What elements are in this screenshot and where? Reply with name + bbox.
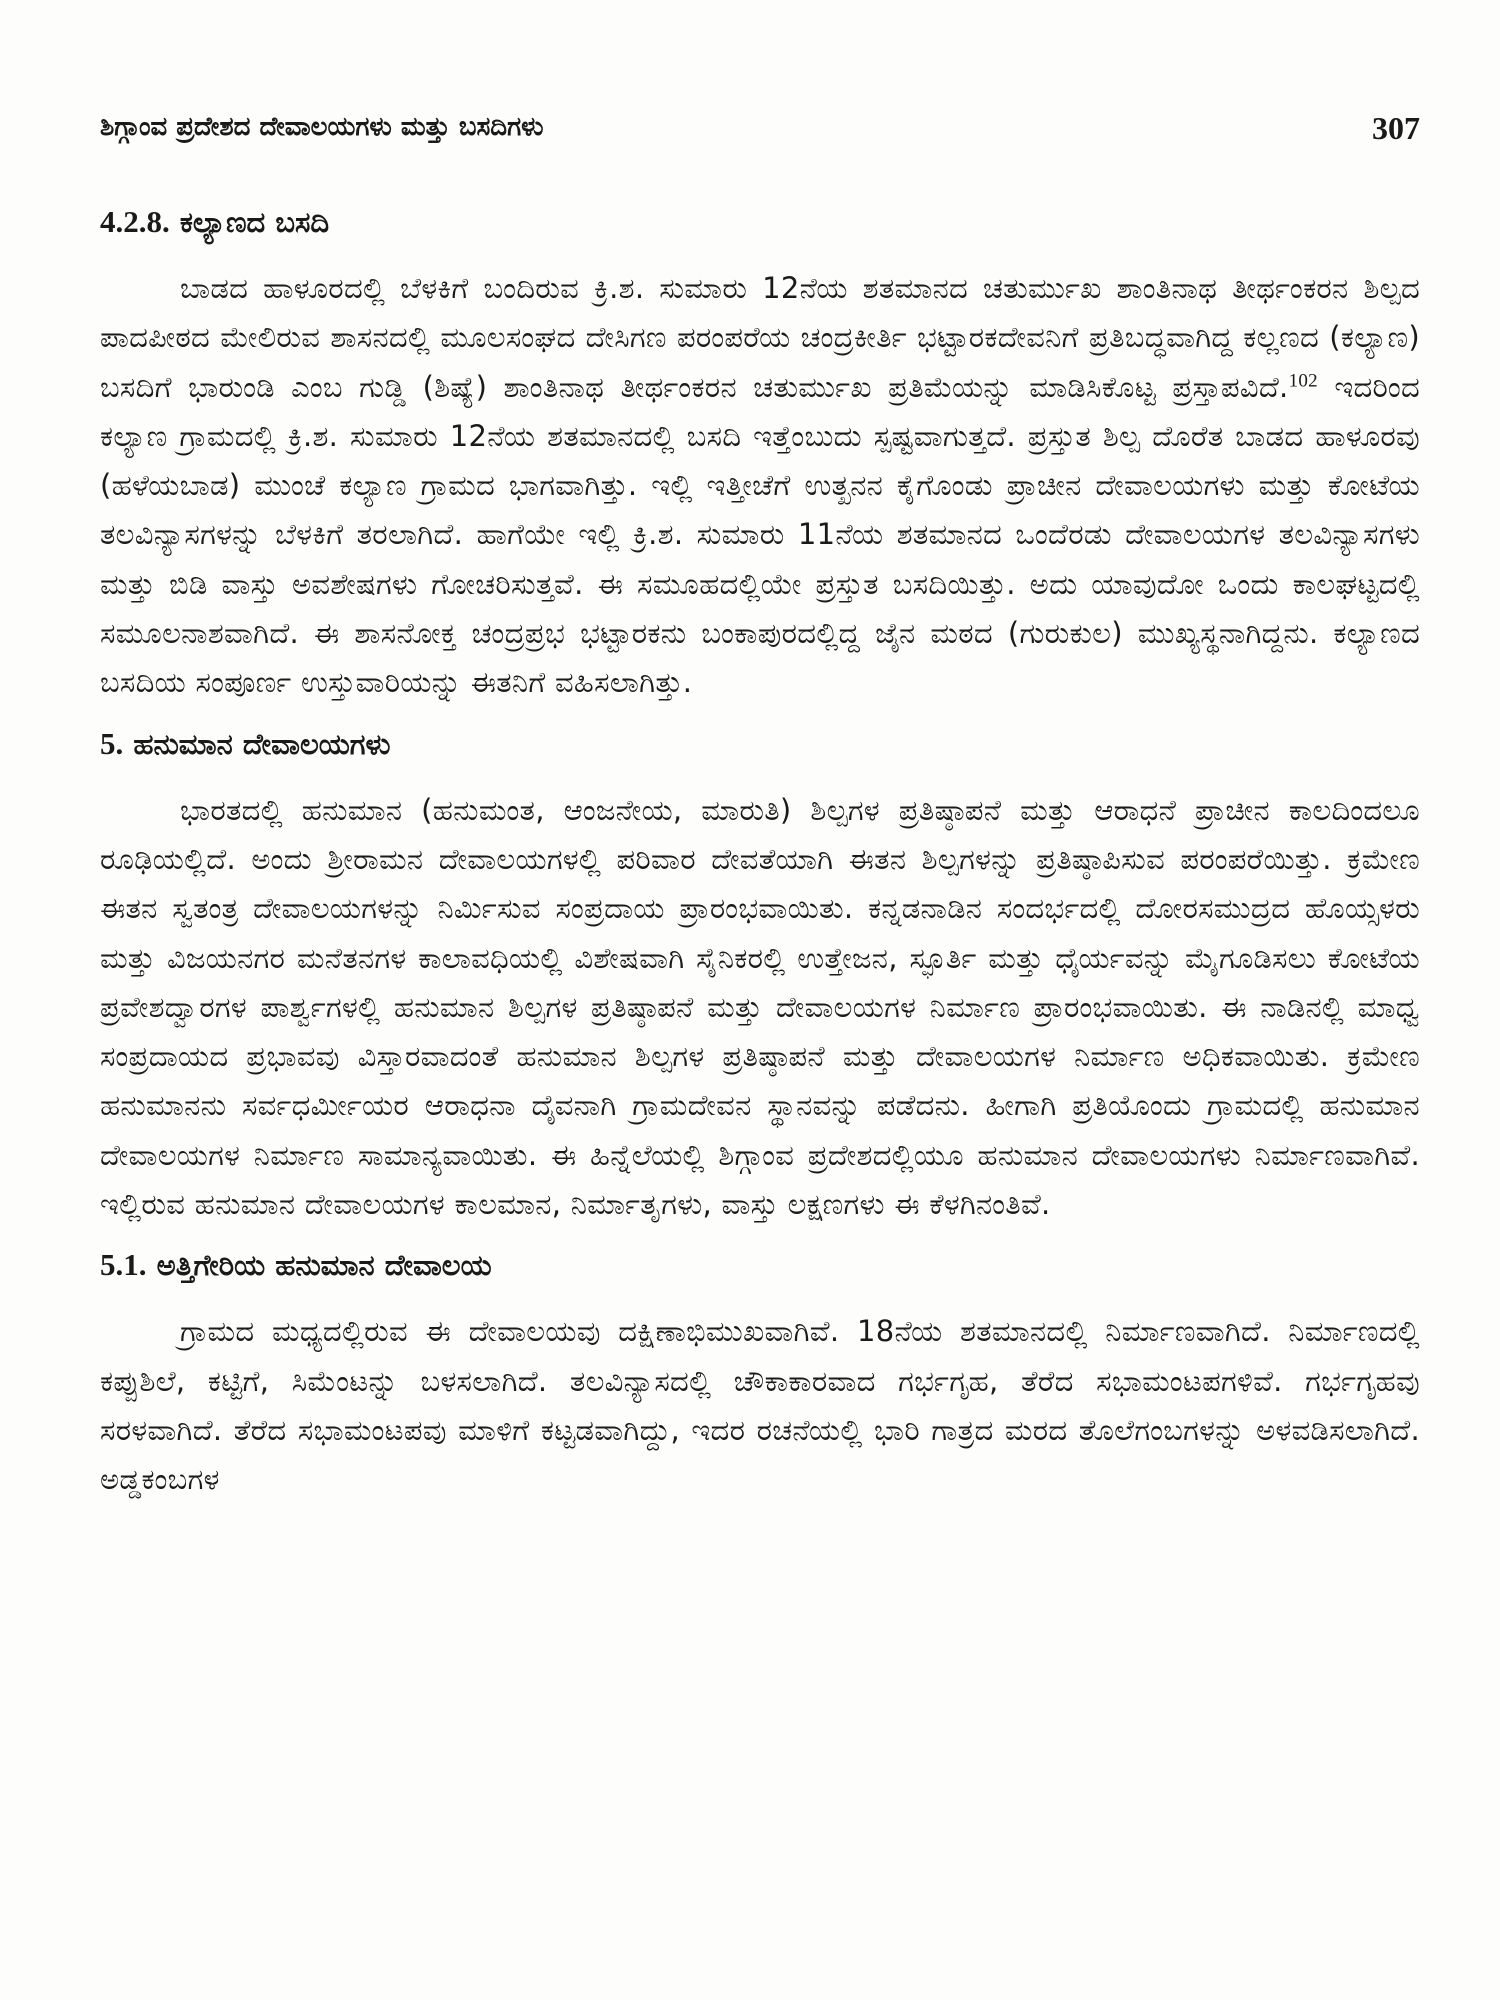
section-heading-hanumana-devalayagalu bbox=[100, 724, 1420, 764]
section-number: 5.1. bbox=[100, 1247, 147, 1283]
section-number: 5. bbox=[100, 725, 124, 761]
section-heading-kalyanada-basadi bbox=[100, 202, 1420, 242]
section-title: ಕಲ್ಯಾಣದ ಬಸದಿ bbox=[179, 205, 330, 239]
paragraph-text: ಬಾಡದ ಹಾಳೂರದಲ್ಲಿ ಬೆಳಕಿಗೆ ಬಂದಿರುವ ಕ್ರಿ.ಶ. ಸುಮಾರು 12ನೆಯ ಶತಮಾನದ ಚತುರ್ಮುಖ ಶಾಂತಿನಾಥ ತೀರ್ಥಂಕರನ ಶಿಲ್ಪದ ಪಾದಪೀಠದ ಮೇಲಿರುವ ಶಾಸನದಲ್ಲಿ ಮೂಲಸಂಘದ ದೇಸಿಗಣ ಪರಂಪರೆಯ ಚಂದ್ರಕೀರ್ತಿ ಭಟ್ಟಾರಕದೇವನಿಗೆ ಪ್ರತಿಬದ್ಧವಾಗಿದ್ದ ಕಲ್ಲಣದ (ಕಲ್ಯಾಣ) ಬಸದಿಗೆ ಭಾರುಂಡಿ ಎಂಬ ಗುಡ್ಡಿ (ಶಿಷ್ಯೆ) ಶಾಂತಿನಾಥ ತೀರ್ಥಂಕರನ ಚತುರ್ಮುಖ ಪ್ರತಿಮೆಯನ್ನು ಮಾಡಿಸಿಕೊಟ್ಟ ಪ್ರಸ್ತಾಪವಿದೆ. bbox=[100, 271, 1420, 404]
section-heading-attigeriya-hanumana-devalaya bbox=[100, 1245, 1420, 1285]
paragraph-text: ಇದರಿಂದ ಕಲ್ಯಾಣ ಗ್ರಾಮದಲ್ಲಿ ಕ್ರಿ.ಶ. ಸುಮಾರು 12ನೆಯ ಶತಮಾನದಲ್ಲಿ ಬಸದಿ ಇತ್ತೆಂಬುದು ಸ್ಪಷ್ಟವಾಗುತ್ತದೆ. ಪ್ರಸ್ತುತ ಶಿಲ್ಪ ದೊರೆತ ಬಾಡದ ಹಾಳೂರವು (ಹಳೆಯಬಾಡ) ಮುಂಚೆ ಕಲ್ಯಾಣ ಗ್ರಾಮದ ಭಾಗವಾಗಿತ್ತು. ಇಲ್ಲಿ ಇತ್ತೀಚೆಗೆ ಉತ್ಖನನ ಕೈಗೊಂಡು ಪ್ರಾಚೀನ ದೇವಾಲಯಗಳು ಮತ್ತು ಕೋಟೆಯ ತಲವಿನ್ಯಾಸಗಳನ್ನು ಬೆಳಕಿಗೆ ತರಲಾಗಿದೆ. ಹಾಗೆಯೇ ಇಲ್ಲಿ ಕ್ರಿ.ಶ. ಸುಮಾರು 11ನೆಯ ಶತಮಾನದ ಒಂದೆರಡು ದೇವಾಲಯಗಳ ತಲವಿನ್ಯಾಸಗಳು ಮತ್ತು ಬಿಡಿ ವಾಸ್ತು ಅವಶೇಷಗಳು ಗೋಚರಿಸುತ್ತವೆ. ಈ ಸಮೂಹದಲ್ಲಿಯೇ ಪ್ರಸ್ತುತ ಬಸದಿಯಿತ್ತು. ಅದು ಯಾವುದೋ ಒಂದು ಕಾಲಘಟ್ಟದಲ್ಲಿ ಸಮೂಲನಾಶವಾಗಿದೆ. ಈ ಶಾಸನೋಕ್ತ ಚಂದ್ರಪ್ರಭ ಭಟ್ಟಾರಕನು ಬಂಕಾಪುರದಲ್ಲಿದ್ದ ಜೈನ ಮಠದ (ಗುರುಕುಲ) ಮುಖ್ಯಸ್ಥನಾಗಿದ್ದನು. ಕಲ್ಯಾಣದ ಬಸದಿಯ ಸಂಪೂರ್ಣ ಉಸ್ತುವಾರಿಯನ್ನು ಈತನಿಗೆ ವಹಿಸಲಾಗಿತ್ತು. bbox=[100, 369, 1420, 700]
page-number: 307 bbox=[1372, 110, 1420, 146]
page-body bbox=[100, 202, 1420, 1505]
footnote-marker: 102 bbox=[1288, 369, 1318, 391]
running-header bbox=[100, 112, 1420, 152]
section-number: 4.2.8. bbox=[100, 204, 170, 239]
body-paragraph: ಭಾರತದಲ್ಲಿ ಹನುಮಾನ (ಹನುಮಂತ, ಆಂಜನೇಯ, ಮಾರುತಿ) ಶಿಲ್ಪಗಳ ಪ್ರತಿಷ್ಠಾಪನೆ ಮತ್ತು ಆರಾಧನೆ ಪ್ರಾಚೀನ ಕಾಲದಿಂದಲೂ ರೂಢಿಯಲ್ಲಿದೆ. ಅಂದು ಶ್ರೀರಾಮನ ದೇವಾಲಯಗಳಲ್ಲಿ ಪರಿವಾರ ದೇವತೆಯಾಗಿ ಈತನ ಶಿಲ್ಪಗಳನ್ನು ಪ್ರತಿಷ್ಠಾಪಿಸುವ ಪರಂಪರೆಯಿತ್ತು. ಕ್ರಮೇಣ ಈತನ ಸ್ವತಂತ್ರ ದೇವಾಲಯಗಳನ್ನು ನಿರ್ಮಿಸುವ ಸಂಪ್ರದಾಯ ಪ್ರಾರಂಭವಾಯಿತು. ಕನ್ನಡನಾಡಿನ ಸಂದರ್ಭದಲ್ಲಿ ದೋರಸಮುದ್ರದ ಹೊಯ್ಸಳರು ಮತ್ತು ವಿಜಯನಗರ ಮನೆತನಗಳ ಕಾಲಾವಧಿಯಲ್ಲಿ ವಿಶೇಷವಾಗಿ ಸೈನಿಕರಲ್ಲಿ ಉತ್ತೇಜನ, ಸ್ಫೂರ್ತಿ ಮತ್ತು ಧೈರ್ಯವನ್ನು ಮೈಗೂಡಿಸಲು ಕೋಟೆಯ ಪ್ರವೇಶದ್ವಾರಗಳ ಪಾರ್ಶ್ವಗಳಲ್ಲಿ ಹನುಮಾನ ಶಿಲ್ಪಗಳ ಪ್ರತಿಷ್ಠಾಪನೆ ಮತ್ತು ದೇವಾಲಯಗಳ ನಿರ್ಮಾಣ ಪ್ರಾರಂಭವಾಯಿತು. ಈ ನಾಡಿನಲ್ಲಿ ಮಾಧ್ವ ಸಂಪ್ರದಾಯದ ಪ್ರಭಾವವು ವಿಸ್ತಾರವಾದಂತೆ ಹನುಮಾನ ಶಿಲ್ಪಗಳ ಪ್ರತಿಷ್ಠಾಪನೆ ಮತ್ತು ದೇವಾಲಯಗಳ ನಿರ್ಮಾಣ ಅಧಿಕವಾಯಿತು. ಕ್ರಮೇಣ ಹನುಮಾನನು ಸರ್ವಧರ್ಮೀಯರ ಆರಾಧನಾ ದೈವನಾಗಿ ಗ್ರಾಮದೇವನ ಸ್ಥಾನವನ್ನು ಪಡೆದನು. ಹೀಗಾಗಿ ಪ್ರತಿಯೊಂದು ಗ್ರಾಮದಲ್ಲಿ ಹನುಮಾನ ದೇವಾಲಯಗಳ ನಿರ್ಮಾಣ ಸಾಮಾನ್ಯವಾಯಿತು. ಈ ಹಿನ್ನೆಲೆಯಲ್ಲಿ ಶಿಗ್ಗಾಂವ ಪ್ರದೇಶದಲ್ಲಿಯೂ ಹನುಮಾನ ದೇವಾಲಯಗಳು ನಿರ್ಮಾಣವಾಗಿವೆ. ಇಲ್ಲಿರುವ ಹನುಮಾನ ದೇವಾಲಯಗಳ ಕಾಲಮಾನ, ನಿರ್ಮಾತೃಗಳು, ವಾಸ್ತು ಲಕ್ಷಣಗಳು ಈ ಕೆಳಗಿನಂತಿವೆ. bbox=[100, 792, 1420, 1222]
section-title: ಹನುಮಾನ ದೇವಾಲಯಗಳು bbox=[133, 726, 391, 761]
body-paragraph: ಗ್ರಾಮದ ಮಧ್ಯದಲ್ಲಿರುವ ಈ ದೇವಾಲಯವು ದಕ್ಷಿಣಾಭಿಮುಖವಾಗಿವೆ. 18ನೆಯ ಶತಮಾನದಲ್ಲಿ ನಿರ್ಮಾಣವಾಗಿದೆ. ನಿರ್ಮಾಣದಲ್ಲಿ ಕಪ್ಪುಶಿಲೆ, ಕಟ್ಟಿಗೆ, ಸಿಮೆಂಟನ್ನು ಬಳಸಲಾಗಿದೆ. ತಲವಿನ್ಯಾಸದಲ್ಲಿ ಚೌಕಾಕಾರವಾದ ಗರ್ಭಗೃಹ, ತೆರೆದ ಸಭಾಮಂಟಪಗಳಿವೆ. ಗರ್ಭಗೃಹವು ಸರಳವಾಗಿದೆ. ತೆರೆದ ಸಭಾಮಂಟಪವು ಮಾಳಿಗೆ ಕಟ್ಟಡವಾಗಿದ್ದು, ಇದರ ರಚನೆಯಲ್ಲಿ ಭಾರಿ ಗಾತ್ರದ ಮರದ ತೊಲೆಗಂಬಗಳನ್ನು ಅಳವಡಿಸಲಾಗಿದೆ. ಅಡ್ಡಕಂಬಗಳ bbox=[100, 1314, 1420, 1497]
section-title: ಅತ್ತಿಗೇರಿಯ ಹನುಮಾನ ದೇವಾಲಯ bbox=[156, 1248, 492, 1283]
running-title: ಶಿಗ್ಗಾಂವ ಪ್ರದೇಶದ ದೇವಾಲಯಗಳು ಮತ್ತು ಬಸದಿಗಳು bbox=[100, 112, 544, 142]
body-paragraph bbox=[100, 264, 1420, 708]
